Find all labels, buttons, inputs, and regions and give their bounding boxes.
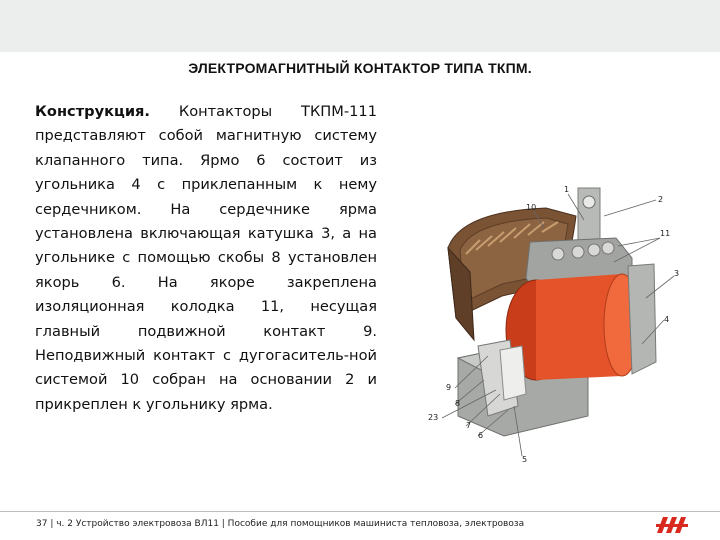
footer-text: 37 | ч. 2 Устройство электровоза ВЛ11 | Пособие для помощников машиниста тепловоза, электровоза <box>36 519 525 529</box>
contactor-illustration <box>418 180 698 470</box>
label-1: 1 <box>564 185 570 194</box>
body-lead: Конструкция. <box>35 103 150 120</box>
label-11: 11 <box>660 229 671 238</box>
body-content: Контакторы ТКПМ-111 представляют собой магнитную систему клапанного типа. Ярмо 6 состоит из угольника 4 с приклепанным к нему сердечником. На сердечнике ярма установлена включающая катушка 3, а на угольнике с помощью скобы 8 установлен якорь 6. На якоре закреплена изоляционная колодка 11, несущая главный подвижной контакт 9. Неподвижный контакт с дугогаситель-ной системой 10 собран на основании 2 и прикреплен к угольнику ярма. <box>35 103 377 413</box>
label-6: 6 <box>478 431 484 440</box>
rzd-logo <box>654 514 690 536</box>
body-text <box>35 100 377 417</box>
label-3: 3 <box>674 269 680 278</box>
label-8: 8 <box>455 399 461 408</box>
label-4: 4 <box>664 315 670 324</box>
label-2: 2 <box>658 195 664 204</box>
page-title: ЭЛЕКТРОМАГНИТНЫЙ КОНТАКТОР ТИПА ТКПМ. <box>188 60 532 76</box>
label-5: 5 <box>522 455 528 464</box>
top-band <box>0 0 720 52</box>
footer <box>0 511 720 540</box>
label-7: 7 <box>466 421 472 430</box>
label-10: 10 <box>526 203 537 212</box>
label-9: 9 <box>446 383 452 392</box>
body-paragraph <box>35 100 377 417</box>
label-23: 23 <box>428 413 439 422</box>
